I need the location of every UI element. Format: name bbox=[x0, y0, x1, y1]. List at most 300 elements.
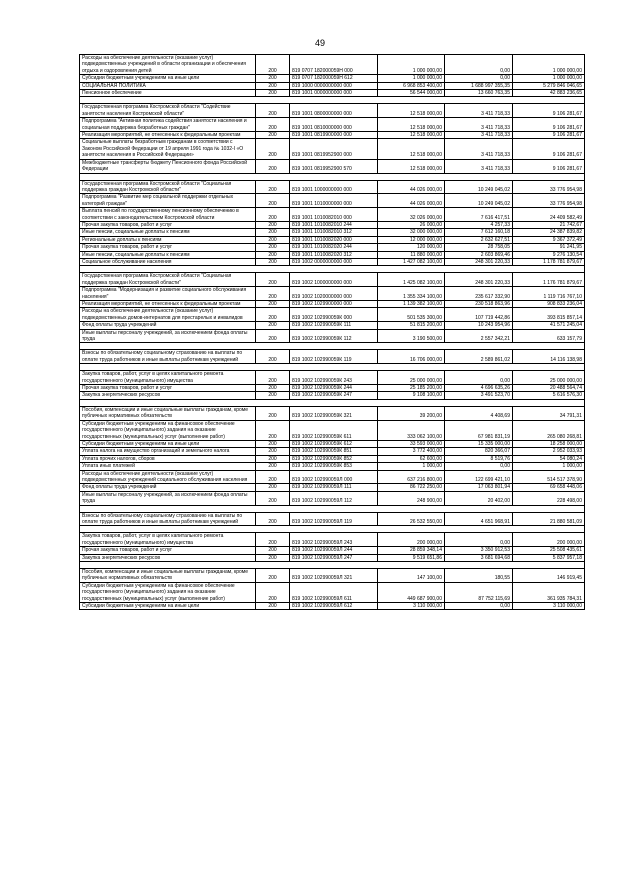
unexecuted-amount-cell: 9 106 281,67 bbox=[513, 104, 585, 118]
expense-name-cell: Подпрограмма "Активная политика содействия занятости населения и социальная поддержка безработных граждан" bbox=[80, 118, 256, 132]
table-row bbox=[80, 118, 585, 132]
expense-name-cell: Реализация мероприятий, не отнесенных к федеральным проектам bbox=[80, 132, 256, 139]
line-code-cell: 200 bbox=[256, 75, 290, 82]
table-row bbox=[80, 533, 585, 547]
executed-amount-cell: 17 063 801,94 bbox=[445, 484, 513, 491]
budget-classification-code-cell: 819 1001 1010082010 000 bbox=[290, 208, 378, 222]
unexecuted-amount-cell: 1 000,00 bbox=[513, 463, 585, 470]
expense-name-cell: Прочая закупка товаров, работ и услуг bbox=[80, 244, 256, 251]
unexecuted-amount-cell: 25 000 000,00 bbox=[513, 371, 585, 385]
budget-execution-table bbox=[79, 54, 585, 610]
executed-amount-cell: 3 411 718,33 bbox=[445, 159, 513, 173]
expense-name-cell: Межбюджетные трансферты бюджету Пенсионного фонда Российской Федерации bbox=[80, 159, 256, 173]
table-row bbox=[80, 55, 585, 75]
table-row bbox=[80, 301, 585, 308]
budget-classification-code-cell: 819 1002 102990059К 000 bbox=[290, 308, 378, 322]
approved-amount-cell: 16 706 000,00 bbox=[378, 350, 445, 364]
line-code-cell: 200 bbox=[256, 603, 290, 610]
executed-amount-cell: 3 681 694,68 bbox=[445, 554, 513, 561]
executed-amount-cell: 3 411 718,33 bbox=[445, 118, 513, 132]
unexecuted-amount-cell: 514 517 378,90 bbox=[513, 470, 585, 484]
line-code-cell: 200 bbox=[256, 547, 290, 554]
approved-amount-cell: 12 518 000,00 bbox=[378, 159, 445, 173]
line-code-cell: 200 bbox=[256, 322, 290, 329]
expense-name-cell: Реализация мероприятий, не отнесенных к федеральным проектам bbox=[80, 301, 256, 308]
approved-amount-cell: 1 000,00 bbox=[378, 463, 445, 470]
executed-amount-cell: 2 557 342,21 bbox=[445, 329, 513, 343]
expense-name-cell: Субсидии бюджетным учреждениям на иные цели bbox=[80, 603, 256, 610]
line-code-cell: 200 bbox=[256, 582, 290, 602]
executed-amount-cell: 230 518 863,96 bbox=[445, 301, 513, 308]
spacer-row bbox=[80, 266, 585, 273]
table-row bbox=[80, 132, 585, 139]
approved-amount-cell: 26 000,00 bbox=[378, 221, 445, 228]
line-code-cell: 200 bbox=[256, 440, 290, 447]
expense-name-cell: Закупка товаров, работ, услуг в целях капитального ремонта государственного (муниципального) имущества bbox=[80, 371, 256, 385]
unexecuted-amount-cell: 146 919,45 bbox=[513, 569, 585, 583]
table-row bbox=[80, 350, 585, 364]
line-code-cell: 200 bbox=[256, 104, 290, 118]
approved-amount-cell: 3 190 500,00 bbox=[378, 329, 445, 343]
expense-name-cell: Иные пенсии, социальные доплаты к пенсиям bbox=[80, 229, 256, 236]
expense-name-cell: Прочая закупка товаров, работ и услуг bbox=[80, 221, 256, 228]
executed-amount-cell: 3 411 718,33 bbox=[445, 139, 513, 159]
line-code-cell: 200 bbox=[256, 533, 290, 547]
unexecuted-amount-cell: 200 000,00 bbox=[513, 533, 585, 547]
budget-classification-code-cell: 819 0707 182000059Н 000 bbox=[290, 55, 378, 75]
approved-amount-cell: 39 200,00 bbox=[378, 406, 445, 420]
executed-amount-cell: 28 758,05 bbox=[445, 244, 513, 251]
approved-amount-cell: 200 000,00 bbox=[378, 533, 445, 547]
line-code-cell: 200 bbox=[256, 229, 290, 236]
line-code-cell: 200 bbox=[256, 448, 290, 455]
executed-amount-cell: 248 301 220,33 bbox=[445, 258, 513, 265]
table-row bbox=[80, 406, 585, 420]
expense-name-cell: Взносы по обязательному социальному страхованию на выплаты по оплате труда работников и иные выплаты работникам учреждений bbox=[80, 350, 256, 364]
expense-name-cell: Фонд оплаты труда учреждений bbox=[80, 322, 256, 329]
executed-amount-cell: 107 719 442,86 bbox=[445, 308, 513, 322]
approved-amount-cell: 1 355 334 100,00 bbox=[378, 287, 445, 301]
line-code-cell: 200 bbox=[256, 463, 290, 470]
table-row bbox=[80, 554, 585, 561]
table-row bbox=[80, 582, 585, 602]
line-code-cell: 200 bbox=[256, 470, 290, 484]
approved-amount-cell: 12 518 000,00 bbox=[378, 139, 445, 159]
unexecuted-amount-cell: 265 080 268,81 bbox=[513, 420, 585, 440]
approved-amount-cell: 9 519 651,86 bbox=[378, 554, 445, 561]
approved-amount-cell: 44 026 000,00 bbox=[378, 194, 445, 208]
line-code-cell: 200 bbox=[256, 258, 290, 265]
budget-classification-code-cell: 819 1001 1010082020 244 bbox=[290, 244, 378, 251]
executed-amount-cell: 4 696 635,26 bbox=[445, 385, 513, 392]
unexecuted-amount-cell: 18 258 000,00 bbox=[513, 440, 585, 447]
budget-classification-code-cell: 819 1002 102990059К 244 bbox=[290, 385, 378, 392]
approved-amount-cell: 32 000 000,00 bbox=[378, 229, 445, 236]
approved-amount-cell: 33 593 000,00 bbox=[378, 440, 445, 447]
unexecuted-amount-cell: 91 241,95 bbox=[513, 244, 585, 251]
executed-amount-cell: 122 699 421,10 bbox=[445, 470, 513, 484]
executed-amount-cell: 0,00 bbox=[445, 55, 513, 75]
unexecuted-amount-cell: 1 178 781 879,67 bbox=[513, 258, 585, 265]
approved-amount-cell: 3 110 000,00 bbox=[378, 603, 445, 610]
expense-name-cell: Прочая закупка товаров, работ и услуг bbox=[80, 547, 256, 554]
approved-amount-cell: 11 880 000,00 bbox=[378, 251, 445, 258]
spacer-row bbox=[80, 399, 585, 406]
expense-name-cell: Прочая закупка товаров, работ и услуг bbox=[80, 385, 256, 392]
approved-amount-cell: 1 000 000,00 bbox=[378, 55, 445, 75]
approved-amount-cell: 1 000 000,00 bbox=[378, 75, 445, 82]
budget-classification-code-cell: 819 1001 0810000000 000 bbox=[290, 118, 378, 132]
executed-amount-cell: 87 752 115,69 bbox=[445, 582, 513, 602]
unexecuted-amount-cell: 9 106 281,67 bbox=[513, 132, 585, 139]
unexecuted-amount-cell: 21 880 581,09 bbox=[513, 512, 585, 526]
budget-classification-code-cell: 819 1002 102990059К 119 bbox=[290, 350, 378, 364]
approved-amount-cell: 1 427 082 100,00 bbox=[378, 258, 445, 265]
expense-name-cell: Закупка товаров, работ, услуг в целях капитального ремонта государственного (муниципального) имущества bbox=[80, 533, 256, 547]
budget-classification-code-cell: 819 1002 102990059К 111 bbox=[290, 322, 378, 329]
expense-name-cell: Расходы на обеспечение деятельности (оказание услуг) подведомственных учреждений в области организации и обеспечения отдыха и оздоровления детей bbox=[80, 55, 256, 75]
executed-amount-cell: 180,55 bbox=[445, 569, 513, 583]
expense-name-cell: Региональные доплаты к пенсиям bbox=[80, 236, 256, 243]
executed-amount-cell: 0,00 bbox=[445, 463, 513, 470]
table-row bbox=[80, 194, 585, 208]
unexecuted-amount-cell: 14 116 138,98 bbox=[513, 350, 585, 364]
budget-classification-code-cell: 819 1002 102990059К 247 bbox=[290, 392, 378, 399]
line-code-cell: 200 bbox=[256, 244, 290, 251]
table-row bbox=[80, 512, 585, 526]
expense-name-cell: Уплата иных платежей bbox=[80, 463, 256, 470]
line-code-cell: 200 bbox=[256, 251, 290, 258]
line-code-cell: 200 bbox=[256, 287, 290, 301]
table-row bbox=[80, 258, 585, 265]
approved-amount-cell: 6 968 853 400,00 bbox=[378, 82, 445, 89]
executed-amount-cell: 4 257,33 bbox=[445, 221, 513, 228]
unexecuted-amount-cell: 34 791,31 bbox=[513, 406, 585, 420]
budget-classification-code-cell: 819 1001 1010082020 000 bbox=[290, 236, 378, 243]
budget-classification-code-cell: 819 1002 102990059К 243 bbox=[290, 371, 378, 385]
expense-name-cell: Государственная программа Костромской области "Социальная поддержка граждан Костромской области" bbox=[80, 180, 256, 194]
unexecuted-amount-cell: 393 815 857,14 bbox=[513, 308, 585, 322]
budget-classification-code-cell: 819 1001 1010082010 244 bbox=[290, 221, 378, 228]
approved-amount-cell: 12 518 000,00 bbox=[378, 132, 445, 139]
table-row bbox=[80, 287, 585, 301]
unexecuted-amount-cell: 1 119 716 767,10 bbox=[513, 287, 585, 301]
budget-classification-code-cell: 819 1002 0000000000 000 bbox=[290, 258, 378, 265]
unexecuted-amount-cell: 24 387 839,82 bbox=[513, 229, 585, 236]
unexecuted-amount-cell: 5 279 846 046,65 bbox=[513, 82, 585, 89]
approved-amount-cell: 25 185 200,00 bbox=[378, 385, 445, 392]
executed-amount-cell: 7 612 160,18 bbox=[445, 229, 513, 236]
table-row bbox=[80, 440, 585, 447]
table-row bbox=[80, 371, 585, 385]
line-code-cell: 200 bbox=[256, 180, 290, 194]
approved-amount-cell: 28 859 348,14 bbox=[378, 547, 445, 554]
table-row bbox=[80, 180, 585, 194]
approved-amount-cell: 333 062 100,00 bbox=[378, 420, 445, 440]
spacer-row bbox=[80, 526, 585, 533]
budget-classification-code-cell: 819 1002 102990059К 852 bbox=[290, 455, 378, 462]
unexecuted-amount-cell: 361 935 784,31 bbox=[513, 582, 585, 602]
budget-classification-code-cell: 819 1001 1010082010 312 bbox=[290, 229, 378, 236]
expense-name-cell: Пособия, компенсации и иные социальные выплаты гражданам, кроме публичных нормативных обязательств bbox=[80, 569, 256, 583]
approved-amount-cell: 12 518 000,00 bbox=[378, 118, 445, 132]
expense-name-cell: Выплата пенсий по государственному пенсионному обеспечению в соответствии с законодательством Костромской области bbox=[80, 208, 256, 222]
budget-classification-code-cell: 819 1002 102990059Л 243 bbox=[290, 533, 378, 547]
table-row bbox=[80, 455, 585, 462]
approved-amount-cell: 44 026 000,00 bbox=[378, 180, 445, 194]
table-row bbox=[80, 484, 585, 491]
executed-amount-cell: 3 350 912,53 bbox=[445, 547, 513, 554]
line-code-cell: 200 bbox=[256, 55, 290, 75]
page-number: 49 bbox=[314, 38, 325, 48]
expense-name-cell: Закупка энергетических ресурсов bbox=[80, 392, 256, 399]
approved-amount-cell: 449 687 900,00 bbox=[378, 582, 445, 602]
approved-amount-cell: 12 000 000,00 bbox=[378, 236, 445, 243]
executed-amount-cell: 235 617 332,90 bbox=[445, 287, 513, 301]
executed-amount-cell: 2 589 861,02 bbox=[445, 350, 513, 364]
line-code-cell: 200 bbox=[256, 159, 290, 173]
line-code-cell: 200 bbox=[256, 385, 290, 392]
table-row bbox=[80, 308, 585, 322]
unexecuted-amount-cell: 9 106 281,67 bbox=[513, 159, 585, 173]
executed-amount-cell: 4 408,69 bbox=[445, 406, 513, 420]
approved-amount-cell: 1 139 382 100,00 bbox=[378, 301, 445, 308]
budget-classification-code-cell: 819 1002 102990059Л 111 bbox=[290, 484, 378, 491]
budget-classification-code-cell: 819 1001 1010000000 000 bbox=[290, 194, 378, 208]
table-row bbox=[80, 569, 585, 583]
budget-classification-code-cell: 819 1002 1020000000 000 bbox=[290, 287, 378, 301]
line-code-cell: 200 bbox=[256, 455, 290, 462]
executed-amount-cell: 10 249 045,02 bbox=[445, 194, 513, 208]
line-code-cell: 200 bbox=[256, 273, 290, 287]
expense-name-cell: Уплата налога на имущество организаций и земельного налога bbox=[80, 448, 256, 455]
approved-amount-cell: 62 600,00 bbox=[378, 455, 445, 462]
executed-amount-cell: 10 243 954,96 bbox=[445, 322, 513, 329]
line-code-cell: 200 bbox=[256, 329, 290, 343]
line-code-cell: 200 bbox=[256, 484, 290, 491]
executed-amount-cell: 15 335 000,00 bbox=[445, 440, 513, 447]
expense-name-cell: Субсидии бюджетным учреждениям на иные цели bbox=[80, 440, 256, 447]
expense-name-cell: Субсидии бюджетным учреждениям на финансовое обеспечение государственного (муниципального) задания на оказание государственных (муниципальных) услуг (выполнение работ) bbox=[80, 582, 256, 602]
line-code-cell: 200 bbox=[256, 208, 290, 222]
table-row bbox=[80, 159, 585, 173]
budget-classification-code-cell: 819 1002 102990059К 612 bbox=[290, 440, 378, 447]
line-code-cell: 200 bbox=[256, 308, 290, 322]
executed-amount-cell: 10 249 045,02 bbox=[445, 180, 513, 194]
budget-classification-code-cell: 819 1002 102990059Л 112 bbox=[290, 491, 378, 505]
expense-name-cell: Государственная программа Костромской области "Содействие занятости населения Костромской области" bbox=[80, 104, 256, 118]
table-row bbox=[80, 392, 585, 399]
approved-amount-cell: 56 544 000,00 bbox=[378, 90, 445, 97]
executed-amount-cell: 3 411 718,33 bbox=[445, 104, 513, 118]
unexecuted-amount-cell: 33 776 954,98 bbox=[513, 194, 585, 208]
budget-classification-code-cell: 819 1002 102990059Л 119 bbox=[290, 512, 378, 526]
table-row bbox=[80, 470, 585, 484]
unexecuted-amount-cell: 3 110 000,00 bbox=[513, 603, 585, 610]
line-code-cell: 200 bbox=[256, 82, 290, 89]
approved-amount-cell: 501 535 300,00 bbox=[378, 308, 445, 322]
budget-classification-code-cell: 819 1002 102990059К 853 bbox=[290, 463, 378, 470]
table-row bbox=[80, 208, 585, 222]
spacer-row bbox=[80, 562, 585, 569]
expense-name-cell: Социальное обслуживание населения bbox=[80, 258, 256, 265]
approved-amount-cell: 9 108 100,00 bbox=[378, 392, 445, 399]
expense-name-cell: Субсидии бюджетным учреждениям на финансовое обеспечение государственного (муниципального) задания на оказание государственных (муниципальных) услуг (выполнение работ) bbox=[80, 420, 256, 440]
line-code-cell: 200 bbox=[256, 371, 290, 385]
unexecuted-amount-cell: 5 837 957,18 bbox=[513, 554, 585, 561]
budget-classification-code-cell: 819 1001 0800000000 000 bbox=[290, 104, 378, 118]
unexecuted-amount-cell: 9 106 281,67 bbox=[513, 139, 585, 159]
unexecuted-amount-cell: 9 367 372,49 bbox=[513, 236, 585, 243]
table-row bbox=[80, 104, 585, 118]
unexecuted-amount-cell: 633 157,79 bbox=[513, 329, 585, 343]
expense-name-cell: Взносы по обязательному социальному страхованию на выплаты по оплате труда работников и иные выплаты работникам учреждений bbox=[80, 512, 256, 526]
line-code-cell: 200 bbox=[256, 512, 290, 526]
budget-classification-code-cell: 819 1002 102990059К 112 bbox=[290, 329, 378, 343]
table-row bbox=[80, 251, 585, 258]
line-code-cell: 200 bbox=[256, 194, 290, 208]
line-code-cell: 200 bbox=[256, 132, 290, 139]
unexecuted-amount-cell: 25 508 435,61 bbox=[513, 547, 585, 554]
budget-classification-code-cell: 819 1002 102990059К 321 bbox=[290, 406, 378, 420]
budget-classification-code-cell: 819 1001 0819952900 570 bbox=[290, 159, 378, 173]
expense-name-cell: Пособия, компенсации и иные социальные выплаты гражданам, кроме публичных нормативных обязательств bbox=[80, 406, 256, 420]
approved-amount-cell: 147 100,00 bbox=[378, 569, 445, 583]
budget-classification-code-cell: 819 1001 0819900000 000 bbox=[290, 132, 378, 139]
unexecuted-amount-cell: 908 833 236,04 bbox=[513, 301, 585, 308]
unexecuted-amount-cell: 69 658 448,06 bbox=[513, 484, 585, 491]
budget-classification-code-cell: 819 0707 182000059Н 612 bbox=[290, 75, 378, 82]
unexecuted-amount-cell: 1 000 000,00 bbox=[513, 75, 585, 82]
unexecuted-amount-cell: 42 883 236,65 bbox=[513, 90, 585, 97]
approved-amount-cell: 1 425 082 100,00 bbox=[378, 273, 445, 287]
table-row bbox=[80, 244, 585, 251]
budget-classification-code-cell: 819 1000 0000000000 000 bbox=[290, 82, 378, 89]
budget-classification-code-cell: 819 1002 102990059Л 244 bbox=[290, 547, 378, 554]
table-row bbox=[80, 448, 585, 455]
budget-classification-code-cell: 819 1001 0819952900 000 bbox=[290, 139, 378, 159]
line-code-cell: 200 bbox=[256, 118, 290, 132]
approved-amount-cell: 120 000,00 bbox=[378, 244, 445, 251]
table-row bbox=[80, 236, 585, 243]
executed-amount-cell: 248 301 220,33 bbox=[445, 273, 513, 287]
unexecuted-amount-cell: 1 000 000,00 bbox=[513, 55, 585, 75]
budget-classification-code-cell: 819 1002 102990059Л 611 bbox=[290, 582, 378, 602]
expense-name-cell: Иные выплаты персоналу учреждений, за исключением фонда оплаты труда bbox=[80, 491, 256, 505]
table-row bbox=[80, 420, 585, 440]
approved-amount-cell: 86 722 250,00 bbox=[378, 484, 445, 491]
executed-amount-cell: 3 491 523,70 bbox=[445, 392, 513, 399]
line-code-cell: 200 bbox=[256, 236, 290, 243]
table-row bbox=[80, 82, 585, 89]
line-code-cell: 200 bbox=[256, 406, 290, 420]
executed-amount-cell: 0,00 bbox=[445, 75, 513, 82]
table-row bbox=[80, 75, 585, 82]
line-code-cell: 200 bbox=[256, 350, 290, 364]
table-row bbox=[80, 329, 585, 343]
expense-name-cell: Иные пенсии, социальные доплаты к пенсиям bbox=[80, 251, 256, 258]
budget-classification-code-cell: 819 1002 102990059К 851 bbox=[290, 448, 378, 455]
unexecuted-amount-cell: 54 080,24 bbox=[513, 455, 585, 462]
approved-amount-cell: 637 216 800,00 bbox=[378, 470, 445, 484]
budget-classification-code-cell: 819 1002 1000000000 000 bbox=[290, 273, 378, 287]
executed-amount-cell: 20 402,00 bbox=[445, 491, 513, 505]
spacer-row bbox=[80, 173, 585, 180]
expense-name-cell: Уплата прочих налогов, сборов bbox=[80, 455, 256, 462]
executed-amount-cell: 1 688 997 355,35 bbox=[445, 82, 513, 89]
approved-amount-cell: 51 815 200,00 bbox=[378, 322, 445, 329]
unexecuted-amount-cell: 2 952 033,93 bbox=[513, 448, 585, 455]
executed-amount-cell: 13 660 763,35 bbox=[445, 90, 513, 97]
executed-amount-cell: 3 411 718,33 bbox=[445, 132, 513, 139]
spacer-row bbox=[80, 364, 585, 371]
unexecuted-amount-cell: 21 742,67 bbox=[513, 221, 585, 228]
executed-amount-cell: 2 603 869,46 bbox=[445, 251, 513, 258]
executed-amount-cell: 820 366,07 bbox=[445, 448, 513, 455]
table-row bbox=[80, 90, 585, 97]
line-code-cell: 200 bbox=[256, 554, 290, 561]
budget-classification-code-cell: 819 1002 102990059Л 612 bbox=[290, 603, 378, 610]
expense-name-cell: Пенсионное обеспечение bbox=[80, 90, 256, 97]
budget-classification-code-cell: 819 1001 1000000000 000 bbox=[290, 180, 378, 194]
table-row bbox=[80, 322, 585, 329]
expense-name-cell: Социальные выплаты безработным гражданам в соответствии с Законом Российской Федерации от 19 апреля 1991 года № 1032-I «О занятости населения в Российской Федерации» bbox=[80, 139, 256, 159]
table-row bbox=[80, 229, 585, 236]
unexecuted-amount-cell: 228 498,00 bbox=[513, 491, 585, 505]
spacer-row bbox=[80, 97, 585, 104]
line-code-cell: 200 bbox=[256, 139, 290, 159]
unexecuted-amount-cell: 9 276 130,54 bbox=[513, 251, 585, 258]
approved-amount-cell: 32 026 000,00 bbox=[378, 208, 445, 222]
approved-amount-cell: 12 518 000,00 bbox=[378, 104, 445, 118]
expense-name-cell: Государственная программа Костромской области "Социальная поддержка граждан Костромской области" bbox=[80, 273, 256, 287]
unexecuted-amount-cell: 1 176 781 879,67 bbox=[513, 273, 585, 287]
budget-classification-code-cell: 819 1001 1010082020 312 bbox=[290, 251, 378, 258]
expense-name-cell: Подпрограмма "Модернизация и развитие социального обслуживания населения" bbox=[80, 287, 256, 301]
spacer-row bbox=[80, 505, 585, 512]
executed-amount-cell: 4 651 968,91 bbox=[445, 512, 513, 526]
expense-name-cell: Иные выплаты персоналу учреждений, за исключением фонда оплаты труда bbox=[80, 329, 256, 343]
executed-amount-cell: 0,00 bbox=[445, 603, 513, 610]
line-code-cell: 200 bbox=[256, 90, 290, 97]
spacer-row bbox=[80, 343, 585, 350]
unexecuted-amount-cell: 41 571 245,04 bbox=[513, 322, 585, 329]
expense-name-cell: Фонд оплаты труда учреждений bbox=[80, 484, 256, 491]
expense-name-cell: Субсидии бюджетным учреждениям на иные цели bbox=[80, 75, 256, 82]
unexecuted-amount-cell: 33 776 954,98 bbox=[513, 180, 585, 194]
table-row bbox=[80, 221, 585, 228]
executed-amount-cell: 67 981 831,19 bbox=[445, 420, 513, 440]
approved-amount-cell: 25 000 000,00 bbox=[378, 371, 445, 385]
line-code-cell: 200 bbox=[256, 301, 290, 308]
approved-amount-cell: 3 772 400,00 bbox=[378, 448, 445, 455]
line-code-cell: 200 bbox=[256, 491, 290, 505]
approved-amount-cell: 26 532 550,00 bbox=[378, 512, 445, 526]
executed-amount-cell: 2 632 627,51 bbox=[445, 236, 513, 243]
executed-amount-cell: 0,00 bbox=[445, 371, 513, 385]
expense-name-cell: Расходы на обеспечение деятельности (оказание услуг) подведомственных домов-интернатов для престарелых и инвалидов bbox=[80, 308, 256, 322]
line-code-cell: 200 bbox=[256, 392, 290, 399]
table-body bbox=[80, 55, 585, 610]
table-row bbox=[80, 273, 585, 287]
approved-amount-cell: 248 900,00 bbox=[378, 491, 445, 505]
budget-classification-code-cell: 819 1002 102990059Л 321 bbox=[290, 569, 378, 583]
expense-name-cell: Расходы на обеспечение деятельности (оказание услуг) подведомственных учреждений социального обслуживания населения bbox=[80, 470, 256, 484]
expense-name-cell: Закупка энергетических ресурсов bbox=[80, 554, 256, 561]
unexecuted-amount-cell: 5 616 576,30 bbox=[513, 392, 585, 399]
budget-classification-code-cell: 819 1002 102990059Л 247 bbox=[290, 554, 378, 561]
unexecuted-amount-cell: 9 106 281,67 bbox=[513, 118, 585, 132]
